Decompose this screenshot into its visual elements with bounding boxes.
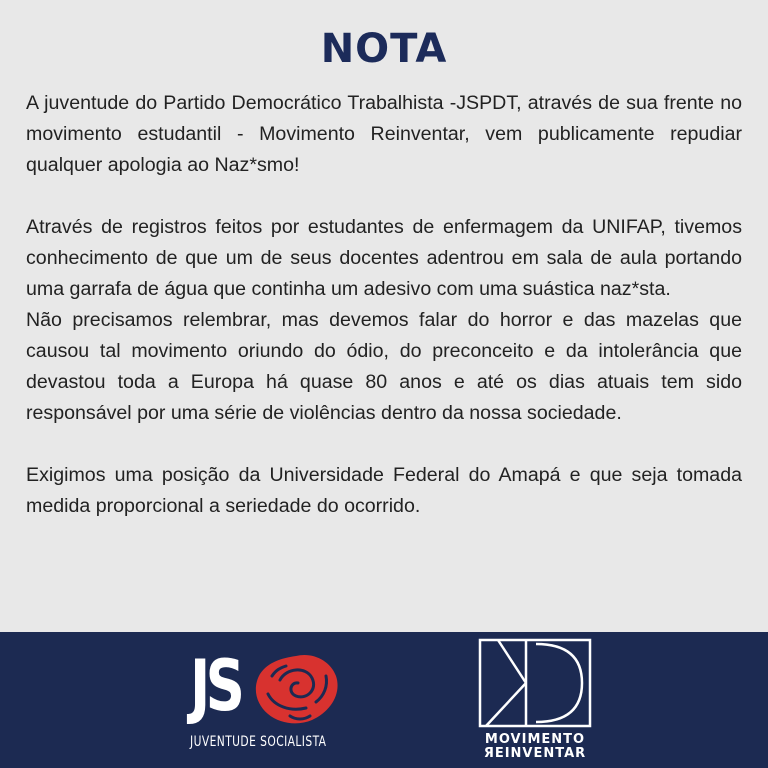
movimento-reinventar-logo (470, 638, 600, 763)
paragraph-history: Não precisamos relembrar, mas devemos falar do horror e das mazelas que causou tal movimento oriundo do ódio, do preconceito e da intolerância que devastou toda a Europa há quase 80 anos e até os dias atuais tem sido responsável por uma série de violências dentro da nossa sociedade. (26, 309, 742, 424)
paragraph-spacer (26, 181, 742, 212)
reinventar-logo-line1: MOVIMENTO (484, 732, 586, 747)
juventude-socialista-logo (190, 646, 350, 758)
page-title: NOTA (320, 26, 448, 72)
footer-banner (0, 632, 768, 768)
paragraph-report: Através de registros feitos por estudantes de enfermagem da UNIFAP, tivemos conhecimento de que um de seus docentes adentrou em sala de aula portando uma garrafa de água que continha um adesivo com uma suástica naz*sta. (26, 216, 742, 300)
note-body (26, 88, 742, 522)
paragraph-spacer (26, 429, 742, 460)
reinventar-logo-line2: ЯEINVENTAR (483, 746, 587, 761)
js-logo-caption: JUVENTUDE SOCIALISTA (190, 734, 327, 750)
reinventar-emblem-icon (478, 638, 592, 728)
paragraph-demand: Exigimos uma posição da Universidade Federal do Amapá e que seja tomada medida proporcional a seriedade do ocorrido. (26, 464, 742, 517)
rose-icon (250, 650, 342, 730)
js-logo-letters: JS (190, 645, 241, 727)
paragraph-intro: A juventude do Partido Democrático Trabalhista -JSPDT, através de sua frente no movimento estudantil - Movimento Reinventar, vem publicamente repudiar qualquer apologia ao Naz*smo! (26, 92, 742, 176)
